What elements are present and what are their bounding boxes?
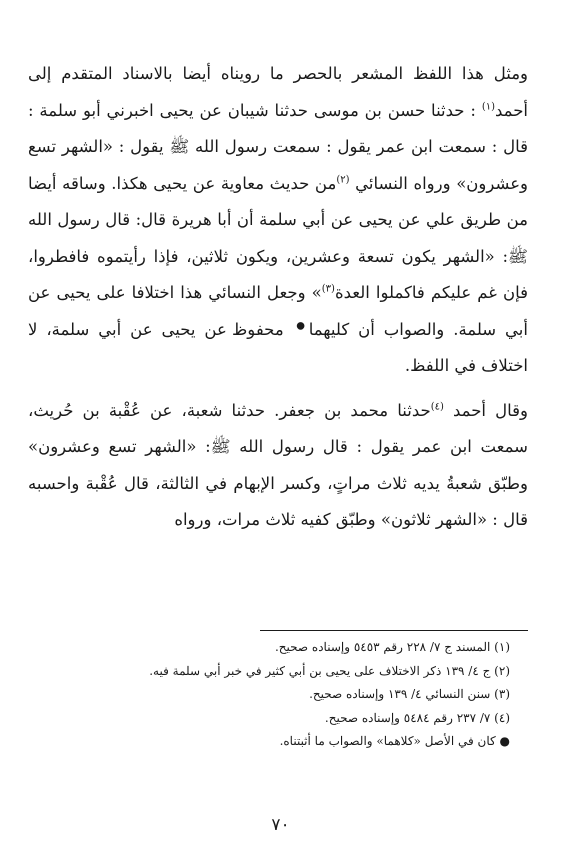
footnote-star: ● كان في الأصل «كلاهما» والصواب ما أثبتناه. — [279, 734, 510, 748]
footnote-ref-3: (٣) — [321, 283, 335, 295]
paragraph-1 — [28, 56, 528, 385]
footnote-1: (١) المسند ج ٧/ ٢٢٨ رقم ٥٤٥٣ وإسناده صحيح. — [274, 640, 510, 654]
text-run: : حدثنا حسن بن موسى حدثنا شيبان عن يحيى اخبرني أبو سلمة : قال : سمعت ابن عمر يقول : سمعت رسول الله ﷺ يقول : «الشهر تسع وعشرون» ورواه النسائي — [28, 100, 529, 193]
footnote-3: (٣) سنن النسائي ٤/ ١٣٩ وإسناده صحيح. — [309, 687, 510, 701]
footnote-2: (٢) ج ٤/ ١٣٩ ذكر الاختلاف على يحيى بن أبي كثير في خبر أبي سلمة فيه. — [149, 663, 510, 678]
text-run: ومثل هذا اللفظ المشعر بالحصر ما رويناه أيضا بالاسناد المتقدم إلى أحمد — [28, 64, 528, 120]
paragraph-2 — [28, 393, 528, 539]
text-run: من حديث معاوية عن يحيى هكذا. وساقه أيضا من طريق علي عن يحيى عن أبي سلمة أن أبا هريرة قال: قال رسول الله ﷺ: «الشهر يكون تسعة وعشرين، ويكون ثلاثين، فإذا رأيتموه فافطروا، فإن غم عليكم فاكملوا العدة — [28, 173, 528, 302]
footnote-4: (٤) ٧/ ٢٣٧ رقم ٥٤٨٤ وإسناده صحيح. — [324, 710, 510, 725]
footnote-ref-1: (١) — [481, 101, 496, 112]
footnote-divider — [260, 630, 528, 631]
text-run: حدثنا محمد بن جعفر. حدثنا شعبة، عن عُقْبة بن حُريث، سمعت ابن عمر يقول : قال رسول الله ﷺ: «الشهر تسع وعشرون» وطبّق شعبةُ يديه ثلاث مراتٍ، وكسر الإبهام في الثالثة، قال عُقْبة واحسبه قال : «الشهر ثلاثون» وطبّق كفيه ثلاث مرات، ورواه — [28, 400, 528, 529]
footnote-ref-2: (٢) — [336, 174, 350, 185]
star-marker: ● — [292, 320, 309, 331]
text-run: محفوظ عن يحيى عن أبي سلمة، لا اختلاف في اللفظ. — [28, 319, 528, 375]
footnote-ref-4: (٤) — [430, 401, 444, 412]
text-run: وقال أحمد — [453, 400, 528, 420]
main-text — [28, 56, 528, 539]
footnotes — [60, 636, 510, 754]
page-number: ٧٠ — [271, 815, 290, 835]
text-run: » وجعل النسائي هذا اختلافا على يحيى عن أبي سلمة. والصواب أن كليهما — [28, 283, 528, 339]
